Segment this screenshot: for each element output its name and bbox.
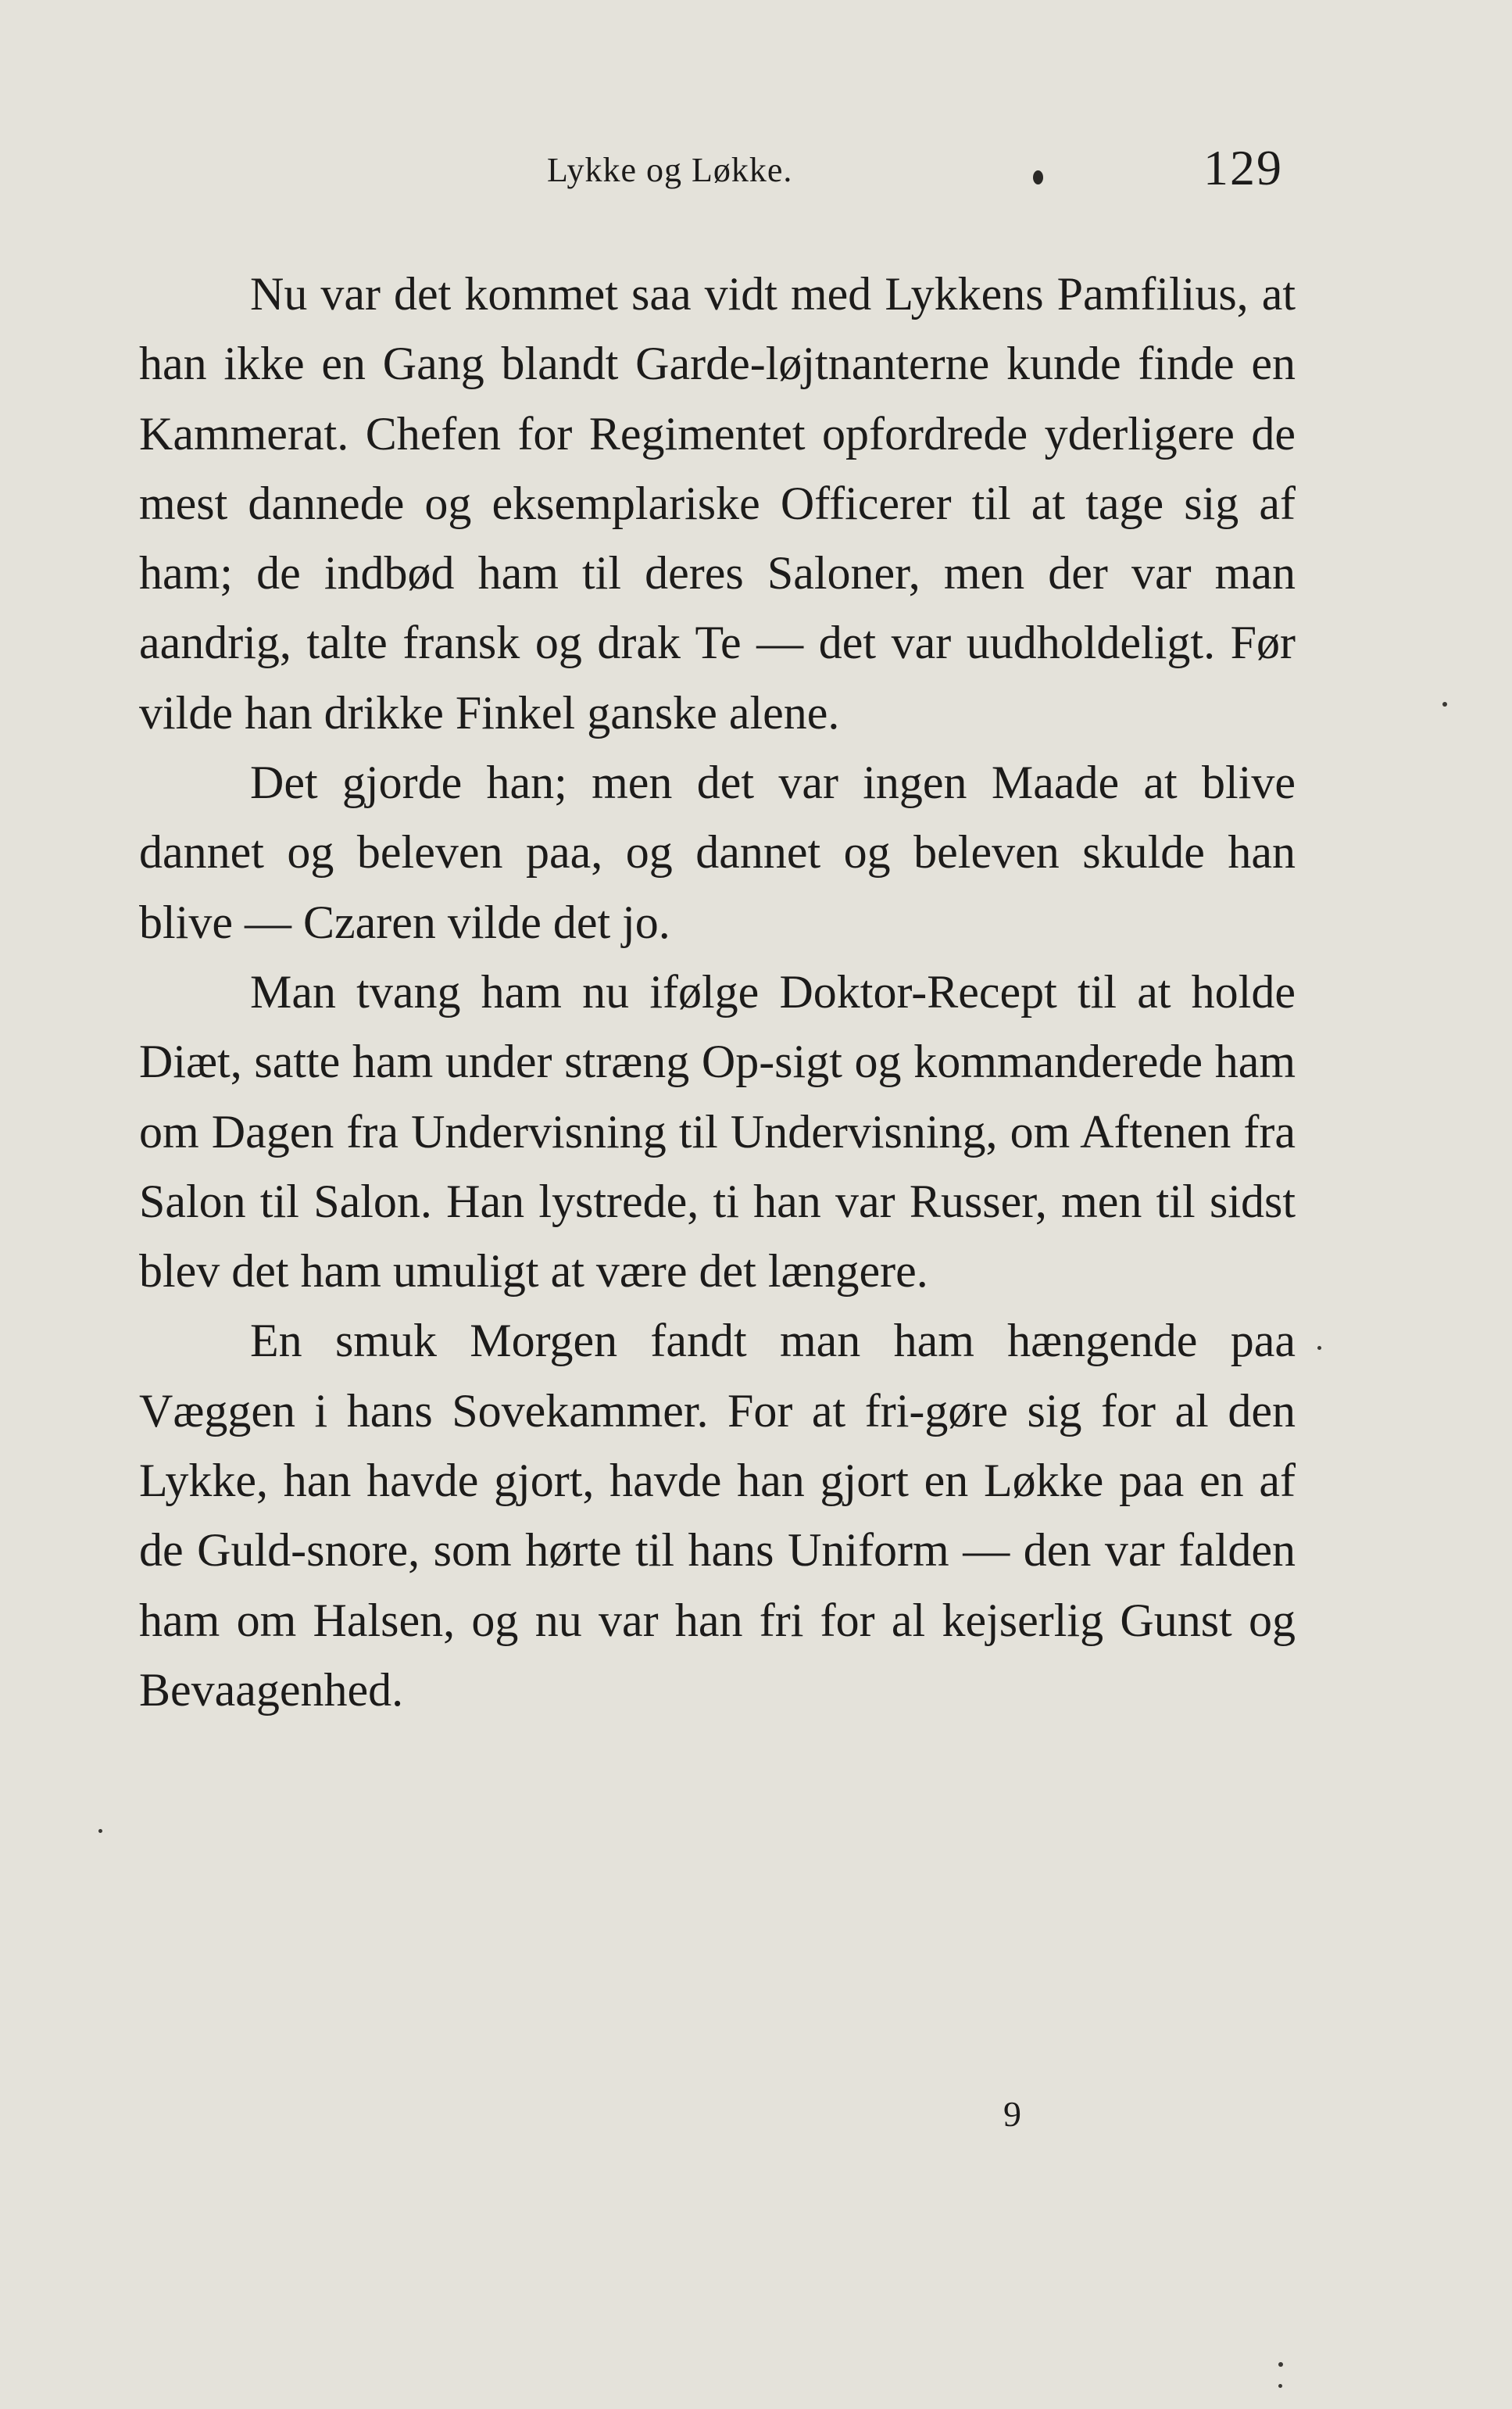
paper-speck — [98, 1829, 102, 1833]
printed-dot-mark — [1033, 170, 1043, 184]
paper-speck — [1278, 2362, 1283, 2367]
signature-mark: 9 — [1003, 2094, 1021, 2134]
body-text — [139, 260, 1296, 1725]
paper-speck — [1317, 1346, 1321, 1350]
paragraph: Det gjorde han; men det var ingen Maade at blive dannet og beleven paa, og dannet og beleven skulde han blive — Czaren vilde det jo. — [139, 757, 1296, 948]
running-title: Lykke og Løkke. — [547, 151, 793, 189]
page-number: 129 — [1203, 140, 1283, 195]
paragraph: Man tvang ham nu ifølge Doktor-Recept til at holde Diæt, satte ham under stræng Op-sigt og kommanderede ham om Dagen fra Undervisning til Undervisning, om Aftenen fra Salon til Salon. Han lystrede, ti han var Russer, men til sidst blev det ham umuligt at være det længere. — [139, 965, 1296, 1298]
page-header — [0, 139, 1512, 209]
paragraph: En smuk Morgen fandt man ham hængende paa Væggen i hans Sovekammer. For at fri-gøre sig for al den Lykke, han havde gjort, havde han gjort en Løkke paa en af de Guld-snore, som hørte til hans Uniform — den var falden ham om Halsen, og nu var han fri for al kejserlig Gunst og Bevaagenhed. — [139, 1315, 1296, 1716]
paper-speck — [1442, 702, 1447, 707]
paragraph: Nu var det kommet saa vidt med Lykkens Pamfilius, at han ikke en Gang blandt Garde-løjtnanterne kunde finde en Kammerat. Chefen for Regimentet opfordrede yderligere de mest dannede og eksemplariske Officerer til at tage sig af ham; de indbød ham til deres Saloner, men der var man aandrig, talte fransk og drak Te — det var uudholdeligt. Før vilde han drikke Finkel ganske alene. — [139, 268, 1296, 739]
paper-speck — [1278, 2384, 1282, 2388]
